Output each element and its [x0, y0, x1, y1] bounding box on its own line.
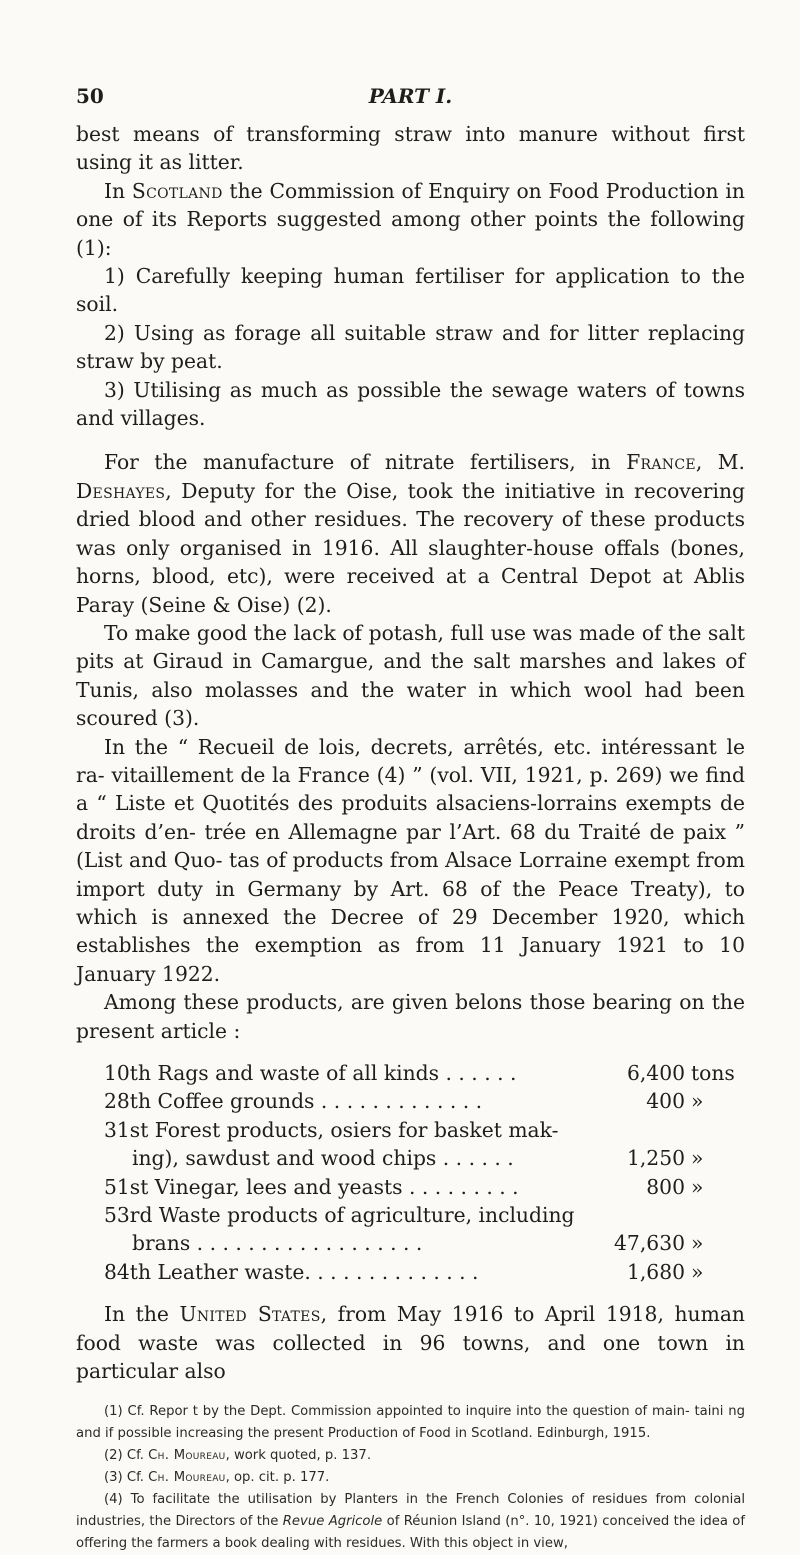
text-run: , Deputy for the Oise, took the initiative in recovering dried blood and other residues. The recovery of these products was only organised in 1916. All slaughter-house offals (bones, horns, blood, etc), were received at a Central Depot at Ablis Paray (Seine & Oise) (2). [76, 478, 745, 617]
paragraph-gap [76, 432, 745, 448]
product-quantity: 47,630 [614, 1231, 685, 1256]
running-head: PART I. [368, 84, 453, 108]
products-table [76, 1059, 745, 1286]
product-row [104, 1229, 745, 1257]
body-text-continued [76, 1300, 745, 1385]
paragraph-straw: best means of transforming straw into manure without first using it as litter. [76, 122, 745, 175]
country-united-states: United States [179, 1302, 321, 1327]
product-quantity: 800 [646, 1174, 685, 1199]
person-deshayes: Deshayes [76, 478, 166, 503]
product-quantity: 1,680 [626, 1259, 685, 1284]
product-unit: » [691, 1089, 704, 1114]
product-unit: » [691, 1146, 704, 1171]
product-name: 28th Coffee grounds . . . . . . . . . . . . . [104, 1089, 483, 1114]
product-unit: » [691, 1259, 704, 1284]
product-name: 31st Forest products, osiers for basket mak- [104, 1117, 559, 1142]
text-run: (3) Cf. [104, 1470, 149, 1486]
product-unit: » [691, 1174, 704, 1199]
page-header [76, 0, 745, 120]
paragraph-scotland [76, 177, 745, 262]
list-item: 1) Carefully keeping human fertiliser for application to the soil. [76, 264, 745, 317]
product-row [104, 1173, 745, 1201]
list-item: 3) Utilising as much as possible the sewage waters of towns and villages. [76, 377, 745, 431]
author-name: Ch. Moureau [148, 1470, 226, 1486]
list-item: 2) Using as forage all suitable straw and for litter replacing straw by peat. [76, 320, 745, 374]
product-unit: » [691, 1231, 704, 1256]
product-name: brans . . . . . . . . . . . . . . . . . . [132, 1231, 423, 1256]
product-name: 84th Leather waste. . . . . . . . . . . . . . [104, 1259, 479, 1284]
product-name: ing), sawdust and wood chips . . . . . . [132, 1146, 514, 1171]
country-scotland: Scotland [131, 178, 223, 203]
footnotes [76, 1401, 745, 1555]
body-text [76, 120, 745, 1045]
product-unit: tons [691, 1061, 735, 1085]
footnote-4 [76, 1489, 745, 1555]
paragraph-recueil: In the “ Recueil de lois, decrets, arrêtés, etc. intéressant le ra- vitaillement de la France (4) ” (vol. VII, 1921, p. 269) we find a “ Liste et Quotités des produits alsaciens-lorrains exempts de droits d’en- trée en Allemagne par l’Art. 68 du Traité de paix ” (List and Quo- tas of products from Alsace Lorraine exempt from import duty in Germany by Art. 68 of the Peace Treaty), to which is annexed the Decree of 29 December 1920, which establishes the exemption as from 11 January 1921 to 10 January 1922. [76, 734, 745, 986]
product-row [104, 1059, 745, 1087]
product-row [104, 1258, 745, 1286]
footnote-3 [76, 1467, 745, 1489]
product-name: 53rd Waste products of agriculture, including [104, 1203, 575, 1228]
text-run: In [104, 178, 132, 203]
footnote-1: (1) Cf. Repor t by the Dept. Commission appointed to inquire into the question of main- taini ng and if possible increasing the present Production of Food in Scotland. Edinburgh, 1915. [76, 1404, 745, 1442]
product-quantity: 6,400 [626, 1061, 685, 1085]
product-quantity: 1,250 [626, 1146, 685, 1171]
product-quantity: 400 [646, 1089, 685, 1114]
author-name: Ch. Moureau [148, 1448, 226, 1464]
text-run: of Réunion Island (n°. 10, 1921) conceived the idea of offering the farmers a book dealing with residues. With this object in view, [76, 1514, 745, 1552]
text-run: , from May 1916 to April 1918, human food waste was collected in 96 towns, and one town in particular also [76, 1302, 745, 1384]
paragraph-united-states [76, 1300, 745, 1385]
product-row [104, 1201, 745, 1229]
text-run: In the [104, 1302, 180, 1327]
page-number: 50 [76, 84, 104, 108]
journal-title: Revue Agricole [282, 1514, 383, 1530]
product-name: 51st Vinegar, lees and yeasts . . . . . . . . . [104, 1174, 519, 1199]
footnote-2 [76, 1445, 745, 1467]
product-row [104, 1116, 745, 1144]
text-run: , op. cit. p. 177. [225, 1470, 330, 1486]
product-row [104, 1144, 745, 1172]
text-run: , work quoted, p. 137. [225, 1448, 372, 1464]
paragraph-products-intro: Among these products, are given belons those bearing on the present article : [76, 990, 745, 1043]
product-name: 10th Rags and waste of all kinds . . . . . . [104, 1061, 517, 1085]
paragraph-potash: To make good the lack of potash, full use was made of the salt pits at Giraud in Camargue, and the salt marshes and lakes of Tunis, also molasses and the water in which wool had been scoured (3). [76, 620, 745, 731]
text-run: , M. [695, 450, 746, 475]
text-run: the Commission of Enquiry on Food Production in one of its Reports suggested among other points the following (1): [76, 178, 745, 260]
product-row [104, 1087, 745, 1115]
text-run: (4) To facilitate the utilisation by Planters in the French Colonies of residues from colonial industries, the Directors of the [76, 1492, 745, 1530]
country-france: France [626, 450, 696, 475]
text-run: (2) Cf. [104, 1448, 149, 1464]
paragraph-france [76, 448, 745, 618]
text-run: For the manufacture of nitrate fertilisers, in [104, 450, 627, 475]
